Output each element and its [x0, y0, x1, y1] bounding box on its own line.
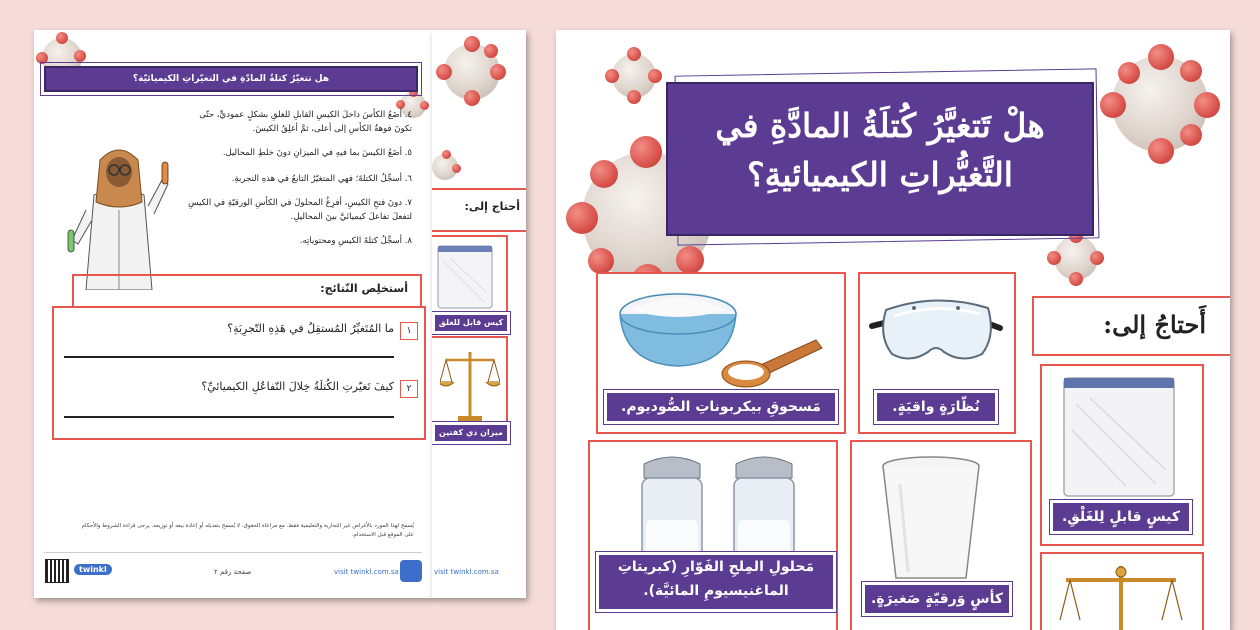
step-item: ٨. أسجِّلُ كتلةَ الكيسِ ومحتوياتِه. — [299, 236, 412, 246]
scale-image — [440, 346, 500, 426]
step-item: ٧. دونَ فتحِ الكيسِ، أفرِغُ المحلولَ في الكأسِ الورقيّةِ في الكيسِ لتفعلَ تفاعلَ كيميائيَّ بينَ المحاليلِ. — [188, 198, 412, 222]
bag-label: كيسٍ قابلٍ لِلغَلْقِ. — [1050, 500, 1192, 534]
paper-cup-label: كأسٍ وَرقيّةٍ صَغيرَةٍ. — [862, 582, 1012, 616]
footer-divider — [44, 552, 422, 553]
goggles-label: نُظّارَةٍ واقيَةٍ. — [874, 390, 998, 424]
epsom-salt-label-line2: الماغنيسيومِ المائيَّة). — [643, 583, 789, 599]
worksheet-page — [34, 30, 432, 598]
site-url: visit twinkl.com.sa — [434, 568, 499, 576]
site-url: visit twinkl.com.sa — [334, 568, 399, 576]
title-banner — [666, 82, 1094, 236]
footer-note: يُسمح لهذا المورد بالأغراض غير التجارية والتعليمية فقط. مع مراعاة الحقوق. لا يُسمح بتعديله أو إعادة بيعه أو توزيعه. يرجى قراءة الشروط والأحكام على الموقع قبل الاستخدام. — [81, 523, 414, 538]
baking-soda-image — [616, 280, 826, 390]
step-item: ٤. أضَعُ الكأسَ داخلَ الكيسِ القابلِ للغلقِ بشكلٍ عموديٍّ، حتّى تكونَ فوهةُ الكأسِ إلى أعلى، ثمَّ أغلِقُ الكيسَ. — [199, 110, 412, 134]
worksheet-title: هل تتغيّرُ كتلةُ المادّةِ في التغيّراتِ الكيميائيّة؟ — [132, 74, 330, 84]
paper-cup-image — [876, 454, 986, 582]
answer-line — [64, 416, 394, 418]
answer-line — [64, 356, 394, 358]
equipment-page — [556, 30, 1230, 630]
step-item: ٦. أسجِّلُ الكتلةَ؛ فهي المتغيّرُ التابعُ في هذهِ التجربةِ. — [231, 174, 412, 184]
molecule-image — [432, 154, 458, 180]
question-text: ما المُتَغيِّرُ المُستقِلُ في هَذِهِ التّجرِبَةِ؟ — [227, 322, 394, 335]
page-title-line1: هلْ تَتغيَّرُ كُتلَةُ المادَّةِ في — [715, 106, 1045, 145]
step-item: ٥. أضَعُ الكيسَ بما فيهِ في الميزانِ دونَ خلطِ المحاليل. — [222, 148, 412, 158]
epsom-salt-label — [596, 552, 836, 612]
conclusions-heading: أستخلِص النّتائج: — [320, 282, 408, 295]
qr-code — [46, 560, 68, 582]
question-text: كيفَ تَغيّرتِ الكُتلَةُ خِلالَ التّفاعُلِ الكيميائيِّ؟ — [201, 380, 394, 393]
bag-image — [434, 242, 496, 312]
scale-label: ميزان ذي كفتين — [432, 422, 510, 444]
goggles-image — [866, 288, 1006, 372]
equipment-page-preview — [432, 30, 526, 598]
bag-label: كيس قابل للغلق — [432, 312, 510, 334]
twinkl-badge — [400, 560, 422, 582]
molecule-image — [1112, 56, 1208, 152]
question-number: ١ — [400, 322, 418, 340]
steps-list — [182, 108, 412, 248]
molecule-image — [444, 44, 500, 100]
epsom-salt-label-line1: مَحلولِ المِلحِ الفَوّارِ (كبريتاتِ — [617, 559, 815, 575]
scale-image — [1056, 562, 1186, 630]
molecule-image — [1054, 236, 1098, 280]
page-title-line2: التَّغيُّراتِ الكيميائيةِ؟ — [747, 155, 1013, 194]
bag-image — [1056, 374, 1184, 500]
page-number: صفحة رقم ٢ — [214, 568, 252, 576]
worksheet-header — [44, 66, 418, 92]
need-heading: أحتاج إلى: — [464, 200, 520, 213]
molecule-image — [612, 54, 656, 98]
scientist-illustration — [64, 140, 174, 290]
need-heading: أَحتاجُ إلى: — [1103, 310, 1206, 339]
twinkl-logo: twinkl — [74, 564, 112, 575]
baking-soda-label: مَسحوقِ بيكربوناتِ الصُّوديوم. — [604, 390, 838, 424]
question-number: ٢ — [400, 380, 418, 398]
